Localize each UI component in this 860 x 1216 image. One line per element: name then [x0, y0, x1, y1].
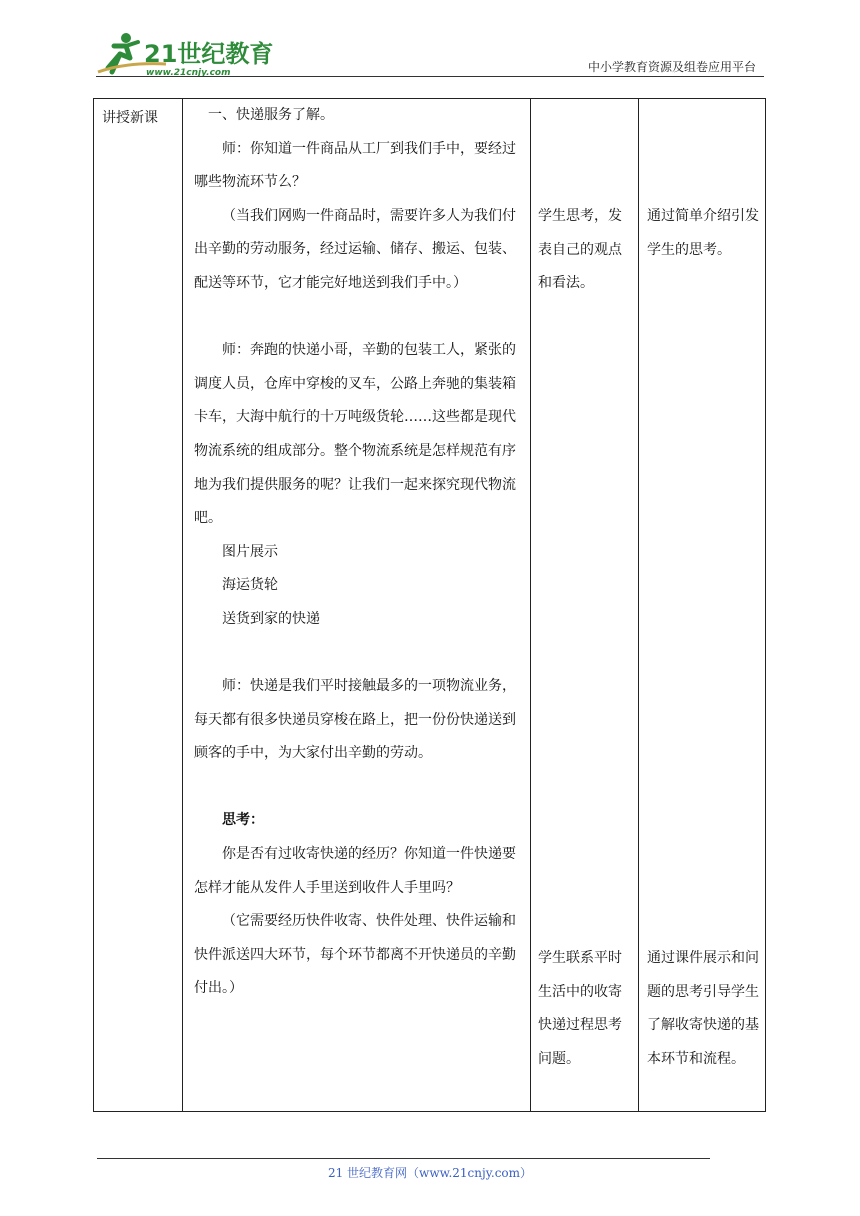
column-divider: [530, 99, 531, 1111]
logo-main-text: 21世纪教育: [144, 40, 274, 68]
column-divider: [638, 99, 639, 1111]
footer-link[interactable]: 21 世纪教育网（www.21cnjy.com）: [327, 1166, 533, 1180]
content-paragraph: 图片展示: [222, 543, 278, 560]
teaching-content: [194, 99, 528, 1006]
design-intent-1: 通过简单介绍引发学生的思考。: [647, 208, 759, 258]
content-paragraph: 你是否有过收寄快递的经历？你知道一件快递要怎样才能从发件人手里送到收件人手里吗？: [194, 846, 516, 896]
header-divider: [96, 76, 764, 77]
student-activity-1: 学生思考，发表自己的观点和看法。: [538, 208, 622, 292]
site-logo: [96, 28, 286, 82]
content-paragraph: 师：奔跑的快递小哥，辛勤的包装工人，紧张的调度人员，仓库中穿梭的叉车，公路上奔驰的集装箱卡车，大海中航行的十万吨级货轮……这些都是现代物流系统的组成部分。整个物流系统是怎样规范有序地为我们提供服务的呢？让我们一起来探究现代物流吧。: [194, 342, 516, 527]
content-paragraph: 师：快递是我们平时接触最多的一项物流业务，每天都有很多快递员穿梭在路上，把一份份快递送到顾客的手中，为大家付出辛勤的劳动。: [194, 678, 516, 762]
design-intent-2: 通过课件展示和问题的思考引导学生了解收寄快递的基本环节和流程。: [647, 950, 759, 1067]
content-paragraph: 海运货轮: [222, 577, 278, 594]
think-heading: 思考：: [222, 812, 264, 829]
platform-title: 中小学教育资源及组卷应用平台: [587, 60, 756, 74]
student-activity-2: 学生联系平时生活中的收寄快递过程思考问题。: [538, 950, 622, 1067]
content-paragraph: 送货到家的快递: [222, 610, 320, 627]
content-paragraph: 师：你知道一件商品从工厂到我们手中，要经过哪些物流环节么？: [194, 140, 516, 191]
column-divider: [182, 99, 183, 1111]
content-paragraph: （它需要经历快件收寄、快件处理、快件运输和快件派送四大环节，每个环节都离不开快递员的辛勤付出。）: [194, 913, 516, 997]
lesson-table: [93, 98, 766, 1112]
logo-sub-text: www.21cnjy.com: [146, 68, 231, 78]
footer-divider: [97, 1158, 710, 1159]
section-label: 讲授新课: [102, 110, 158, 126]
content-heading: 一、快递服务了解。: [208, 107, 334, 123]
content-paragraph: （当我们网购一件商品时，需要许多人为我们付出辛勤的劳动服务，经过运输、储存、搬运、包装、配送等环节，它才能完好地送到我们手中。）: [194, 207, 516, 291]
